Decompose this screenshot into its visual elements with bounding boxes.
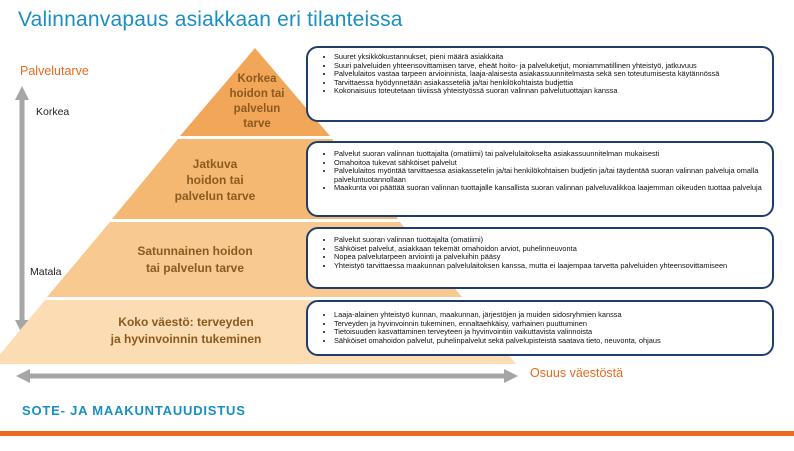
bullet-item: • Suuri palveluiden yhteensovittamisen tarve, eheät hoito- ja palveluketjut, moniammatillinen yhteistyö, jatkuvuus — [334, 62, 762, 71]
bullet-item: • Yhteistyö tarvittaessa maakunnan palvelulaitoksen kanssa, mutta ei laajempaa tarvetta palveluiden yhteensovittamiseen — [334, 262, 762, 271]
bullet-item: • Sähköiset omahoidon palvelut, puhelinpalvelut sekä palvelupisteistä saatava tieto, neuvonta, ohjaus — [334, 337, 762, 346]
footer-accent-bar — [0, 431, 794, 436]
tier-2-title: Jatkuva hoidon tai palvelun tarve — [174, 157, 256, 203]
bullet-item: • Nopea palvelutarpeen arviointi ja palveluihin pääsy — [334, 253, 762, 262]
bullet-item: • Palvelulaitos vastaa tarpeen arvioinnista, laaja-alaisesta asiakassuunnitelmasta sekä sen toteutumisesta käytännössä — [334, 70, 762, 79]
tier-3-title: Satunnainen hoidon tai palvelun tarve — [137, 244, 253, 275]
level-low-label: Matala — [30, 266, 62, 278]
y-axis-label: Palvelutarve — [20, 64, 89, 78]
bullet-item: • Kokonaisuus toteutetaan tiiviissä yhteistyössä suoran valinnan palvelutuottajan kanssa — [334, 87, 762, 96]
bullet-item: • Suuret yksikkökustannukset, pieni määrä asiakkaita — [334, 53, 762, 62]
page-title: Valinnanvapaus asiakkaan eri tilanteissa — [18, 8, 403, 31]
tier-4-description-box — [306, 300, 774, 356]
tier-3-description-box — [306, 227, 774, 289]
tier-2-description-box — [306, 141, 774, 217]
bullet-item: • Tarvittaessa hyödynnetään asiakasseteliä ja/tai henkilökohtaista budjettia — [334, 79, 762, 88]
bullet-item: • Tietoisuuden kasvattaminen terveyteen ja hyvinvointiin vaikuttavista valinnoista — [334, 328, 762, 337]
x-axis-label: Osuus väestöstä — [530, 366, 624, 380]
level-high-label: Korkea — [36, 106, 70, 118]
bullet-item: • Palvelut suoran valinnan tuottajalta (omatiimi) — [334, 236, 762, 245]
footer-title: SOTE- JA MAAKUNTAUUDISTUS — [22, 403, 246, 418]
bullet-item: • Palvelulaitos myöntää tarvittaessa asiakassetelin ja/tai henkilökohtaisen budjetin ja/tai täydentää suoran valinnan palveluja omalla palveluntuotannollaan — [334, 167, 762, 184]
vertical-double-arrow — [15, 86, 29, 334]
tier-4-title: Koko väestö: terveyden ja hyvinvoinnin tukeminen — [110, 315, 262, 346]
bullet-item: • Laaja-alainen yhteistyö kunnan, maakunnan, järjestöjen ja muiden sidosryhmien kanssa — [334, 311, 762, 320]
tier-1-description-box — [306, 46, 774, 122]
bullet-item: • Terveyden ja hyvinvoinnin tukeminen, ennaltaehkäisy, varhainen puuttuminen — [334, 320, 762, 329]
bullet-item: • Omahoitoa tukevat sähköiset palvelut — [334, 159, 762, 168]
tier-1-title: Korkea hoidon tai palvelun tarve — [229, 73, 285, 130]
bullet-item: • Maakunta voi päättää suoran valinnan tuottajalle kansallista suoran valinnan palveluvalikkoa laajemman oikeuden tuottaa palveluja — [334, 184, 762, 193]
horizontal-double-arrow — [16, 369, 518, 383]
bullet-item: • Palvelut suoran valinnan tuottajalta (omatiimi) tai palvelulaitokselta asiakassuunnitelman mukaisesti — [334, 150, 762, 159]
bullet-item: • Sähköiset palvelut, asiakkaan tekemät omahoidon arviot, puhelinneuvonta — [334, 245, 762, 254]
